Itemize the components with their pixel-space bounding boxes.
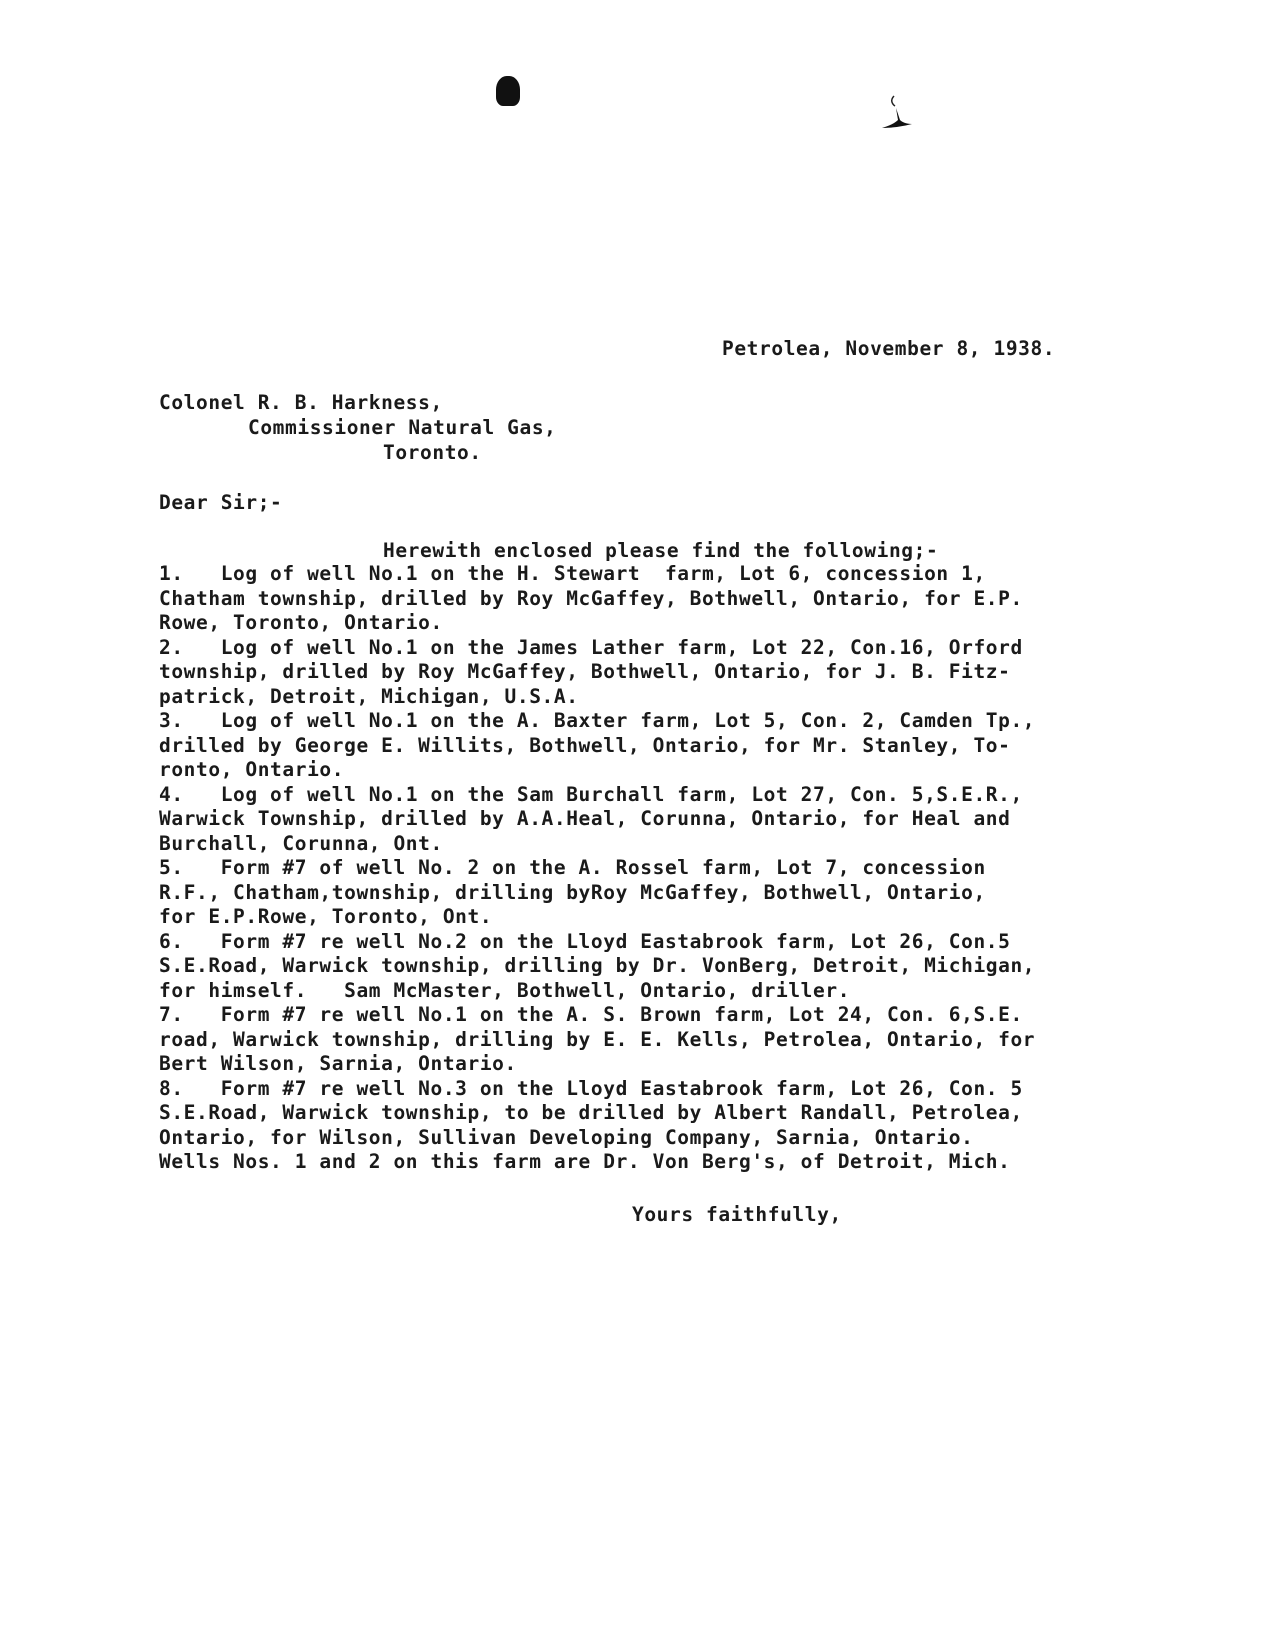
pen-mark-icon [880,94,914,134]
body-line: road, Warwick township, drilling by E. E. Kells, Petrolea, Ontario, for [159,1027,1036,1051]
body-line: Rowe, Toronto, Ontario. [159,611,443,634]
body-line: Wells Nos. 1 and 2 on this farm are Dr. Von Berg's, of Detroit, Mich. [159,1150,1011,1173]
recipient-name: Colonel R. B. Harkness, [159,391,443,414]
body-line: S.E.Road, Warwick township, to be drilled by Albert Randall, Petrolea, [159,1101,1023,1124]
body-line: 4. Log of well No.1 on the Sam Burchall farm, Lot 27, Con. 5,S.E.R., [159,782,1023,806]
body-line: for E.P.Rowe, Toronto, Ont. [159,905,493,928]
body-line: 5. Form #7 of well No. 2 on the A. Rossel farm, Lot 7, concession [159,856,986,879]
intro-line: Herewith enclosed please find the following;- [383,539,939,562]
ink-blot-mark [496,76,520,106]
body-line: Warwick Township, drilled by A.A.Heal, Corunna, Ontario, for Heal and [159,807,1011,830]
letter-date: Petrolea, November 8, 1938. [722,337,1056,360]
body-line: 3. Log of well No.1 on the A. Baxter farm, Lot 5, Con. 2, Camden Tp., [159,709,1036,732]
body-line: S.E.Road, Warwick township, drilling by Dr. VonBerg, Detroit, Michigan, [159,954,1036,977]
body-line: township, drilled by Roy McGaffey, Bothwell, Ontario, for J. B. Fitz- [159,660,1011,683]
body-line: 1. Log of well No.1 on the H. Stewart farm, Lot 6, concession 1, [159,562,986,585]
body-line: Ontario, for Wilson, Sullivan Developing Company, Sarnia, Ontario. [159,1125,974,1149]
body-line: Burchall, Corunna, Ont. [159,831,443,855]
body-line: Chatham township, drilled by Roy McGaffey, Bothwell, Ontario, for E.P. [159,586,1023,610]
body-line: 6. Form #7 re well No.2 on the Lloyd Eastabrook farm, Lot 26, Con.5 [159,929,1011,953]
letter-body [159,562,1219,1175]
body-line: patrick, Detroit, Michigan, U.S.A. [159,684,579,708]
body-line: Bert Wilson, Sarnia, Ontario. [159,1052,517,1075]
body-line: 2. Log of well No.1 on the James Lather farm, Lot 22, Con.16, Orford [159,635,1023,659]
body-line: 8. Form #7 re well No.3 on the Lloyd Eastabrook farm, Lot 26, Con. 5 [159,1076,1023,1100]
body-line: R.F., Chatham,township, drilling byRoy McGaffey, Bothwell, Ontario, [159,880,986,904]
closing: Yours faithfully, [632,1203,842,1226]
recipient-city: Toronto. [383,441,482,464]
recipient-title: Commissioner Natural Gas, [248,416,557,439]
salutation: Dear Sir;- [159,491,283,514]
body-line: ronto, Ontario. [159,758,345,781]
body-line: for himself. Sam McMaster, Bothwell, Ontario, driller. [159,978,851,1002]
body-line: 7. Form #7 re well No.1 on the A. S. Brown farm, Lot 24, Con. 6,S.E. [159,1003,1023,1026]
body-line: drilled by George E. Willits, Bothwell, Ontario, for Mr. Stanley, To- [159,733,1011,757]
